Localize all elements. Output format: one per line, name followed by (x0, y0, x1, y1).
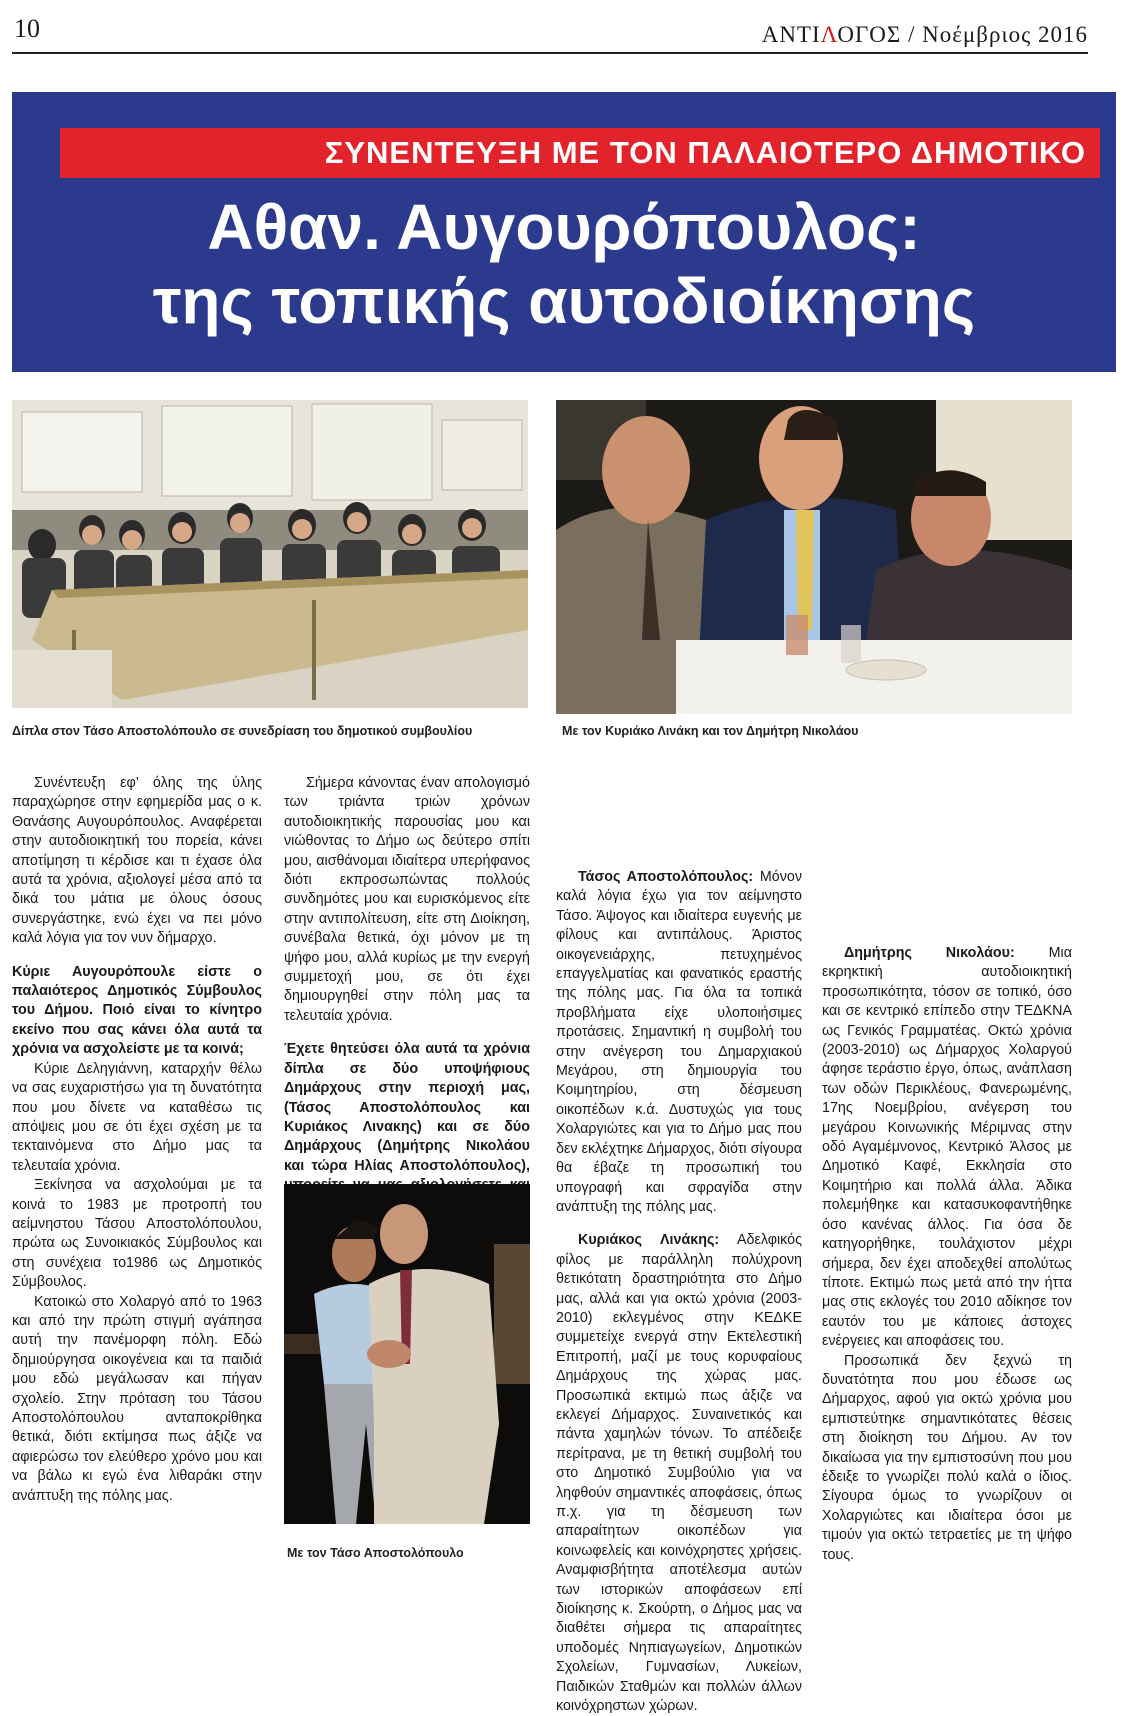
headline-banner (12, 92, 1116, 372)
masthead-part2: Λ (820, 22, 838, 47)
dimitris-name: Δημήτρης Νικολάου: (844, 945, 1015, 961)
masthead-part3: ΟΓΟΣ / Νοέμβριος 2016 (837, 22, 1088, 47)
tasos-name: Τάσος Αποστολόπουλος: (578, 869, 754, 885)
kyriakos-name: Κυριάκος Λινάκης: (578, 1232, 720, 1249)
page-number: 10 (14, 14, 40, 43)
photo-dinner-three-men (556, 400, 1072, 714)
answer-1-paragraph-4: Σήμερα κάνοντας έναν απολογισμό των τριάντα τριών χρόνων αυτοδιοικητικής παρουσίας μου και νιώθοντας το Δήμο ως δεύτερο σπίτι μου, αισθάνομαι ιδιαίτερα υπερήφανος διότι εκπροσωπώντας πολλούς συνδημότες μου και ευρισκόμενος είτε στην αντιπολίτευση, είτε στη Διοίκηση, συνέβαλα θετικά, όχι μόνον με τη ψήφο μου, αλλά κυρίως με την ενεργή συμμετοχή μου, σε ότι έχει δημιουργηθεί στην πόλη μας τα τελευταία χρόνια. (284, 775, 530, 1024)
answer-1-paragraph-1: Κύριε Δεληγιάννη, καταρχήν θέλω να σας ευχαριστήσω για τη δυνατότητα που μου δίνετε να καταθέσω τις απόψεις μου σε ότι έχει σχέση με τα τεκταινόμενα στο Δήμο μας τα τελευταία χρόνια. (12, 1060, 262, 1174)
answer-1-paragraph-2: Ξεκίνησα να ασχολούμαι με τα κοινά το 1983 με προτροπή του αείμνηστου Τάσου Αποστολόπουλου, πρώτα ως Συνοικιακός Σύμβουλος και στη συνέχεια το1986 ως Δημοτικός Σύμβουλος. (12, 1177, 262, 1291)
dimitris-paragraph-2: Προσωπικά δεν ξεχνώ τη δυνατότητα που μου έδωσε ως Δήμαρχος, αφού για οκτώ χρόνια μου εμπιστεύτηκε σημαντικότατες θέσεις στη διοίκηση του Δήμου. Αν τον δικαίωσα για την εμπιστοσύνη που μου έδειξε το γνωρίζει πολύ καλά ο ίδιος. Σίγουρα όμως το γνωρίζουν οι Χολαργιώτες και ιδιαίτερα όσοι με τιμούν για οκτώ τετραετίες με τη ψήφο τους. (822, 1352, 1072, 1563)
headline (12, 190, 1116, 338)
photo2-caption: Με τον Κυριάκο Λινάκη και τον Δημήτρη Νικολάου (562, 724, 859, 738)
tasos-paragraph (556, 868, 802, 1217)
photo3-caption: Με τον Τάσο Αποστολόπουλο (287, 1546, 464, 1560)
headline-line-2: της τοπικής αυτοδιοίκησης (152, 265, 976, 337)
article-column-2 (284, 774, 530, 1198)
masthead-part1: ΑΝΤΙ (761, 22, 821, 47)
publication-masthead (762, 22, 1088, 48)
kyriakos-paragraph (556, 1231, 802, 1715)
tasos-text: Μόνον καλά λόγια έχω για τον αείμνηστο Τάσο. Άψογος και ιδιαίτερα ευγενής με φίλους και αντιπάλους. Άριστος οικογενειάρχης, πετυχημένος επαγγελματίας και φανατικός εραστής της πόλης μας. Για όλα τα τοπικά προβλήματα είχε υλοποιήσιμες προτάσεις. Σημαντική η συμβολή του στην ανέγερση του Δημαρχιακού Μεγάρου, στη δημιουργία του Κοιμητηρίου, στη δέσμευση οικοπέδων κ.ά. Δυστυχώς για τους Χολαργιώτες και για το Δήμο μας που δεν εκλέχτηκε Δήμαρχος, διότι σίγουρα θα έβαζε τη προσωπική του υπογραφή και σφραγίδα στην ανάπτυξη της πόλης μας. (556, 869, 802, 1215)
question-2: Έχετε θητεύσει όλα αυτά τα χρόνια δίπλα σε δύο υποψήφιους Δημάρχους στην περιοχή μας, (Τάσος Αποστολόπουλος και Κυριάκος Λινακης) και σε δύο Δημάρχους (Δημήτρης Νικολάου και τώρα Ηλίας Αποστολόπουλος), (284, 1041, 530, 1174)
headline-line-1: Αθαν. Αυγουρόπουλος: (207, 191, 921, 263)
kyriakos-text: Αδελφικός φίλος με παράλληλη πολύχρονη θετικότατη δραστηριότητα στο Δήμο μας, αλλά και για οκτώ χρόνια (2003-2010) εκλεγμένος στην ΚΕΔΚΕ συμμετείχε ενεργά στην Εκτελεστική Επιτροπή, μαζί με τους κορυφαίους Δημάρχους της χώρας μας. Προσωπικά εκτιμώ πως άξιζε να εκλεγεί Δήμαρχος. Συναινετικός και πάντα χαμηλών τόνων. Το απέδειξε περίτρανα, με τη θετική συμβολή του στο Δημοτικό Συμβούλιο για να ληφθούν σημαντικές αποφάσεις, όπως π.χ. για τη δέσμευση των απαραίτητων οικοπέδων για κοινωφελείς και κοινόχρηστες χρήσεις. Αναμφισβήτητα αποτέλεσμα αυτών των ιστορικών αποφάσεων επί διοίκησης κ. Σκούρτη, ο Δήμος μας να διαθέτει σήμερα τις απαραίτητες υποδομές Νηπιαγωγείων, Δημοτικών Σχολείων, Γυμνασίων, Λυκείων, Παιδικών Σταθμών και πολλών άλλων κοινόχρηστων χώρων. (556, 1232, 802, 1715)
article-column-1 (12, 774, 262, 1506)
photo-council-meeting (12, 400, 528, 708)
intro-paragraph: Συνέντευξη εφ’ όλης της ύλης παραχώρησε στην εφημερίδα μας ο κ. Θανάσης Αυγουρόπουλος. Αναφέρεται στην αυτοδιοικητική του πορεία, κάνει αποτίμηση τι κέρδισε και τι έχασε όλα αυτά τα χρόνια, αξιολογεί μέσα από τα δικά του μάτια με όλους όσους συνεργάστηκε, ενώ έχει να πει μόνο καλά λόγια για τον νυν δήμαρχο. (12, 775, 262, 947)
dimitris-paragraph (822, 944, 1072, 1352)
header-rule (12, 52, 1088, 54)
dimitris-text: Μια εκρηκτική αυτοδιοικητική προσωπικότητα, τόσον σε τοπικό, όσο και σε κεντρικό επίπεδο στην ΤΕΔΚΝΑ ως Γενικός Γραμματέας. Οκτώ χρόνια (2003-2010) ως Δήμαρχος Χολαργού άφησε τεράστιο έργο, όπως, ανάπλαση των οδών Περικλέους, Φανερωμένης, 17ης Νοεμβρίου, ανέγερση του μεγάρου Κοινωνικής Μέριμνας στην οδό Αγαμέμνονος, Κεντρικό Άλσος με Δημοτικό Καφέ, Εκκλησία στο Κοιμητήριο και πολλά άλλα. Άδικα πολεμήθηκε και κατασυκοφαντήθηκε όσο κανένας άλλος. Για όσα δε κατηγορήθηκε, τουλάχιστον μέχρι σήμερα, δεν έχει αποδεχθεί απολύτως τίποτε. Εκτιμώ πως μετά από την ήττα μας στις εκλογές του 2010 αδίκησε τον εαυτόν του με κάποιες άστοχες ενέργειες και αποφάσεις του. (822, 945, 1072, 1350)
photo-with-tasos (284, 1184, 530, 1524)
article-column-4 (822, 774, 1072, 1565)
interview-kicker: ΣΥΝΕΝΤΕΥΞΗ ΜΕ ΤΟΝ ΠΑΛΑΙΟΤΕΡΟ ΔΗΜΟΤΙΚΟ (60, 128, 1100, 178)
answer-1-paragraph-3: Κατοικώ στο Χολαργό από το 1963 και από την πρώτη στιγμή αγάπησα αυτή την πανέμορφη πόλη. Εδώ δημιούργησα οικογένεια και τα παιδιά μου εδώ μεγάλωσαν και πήγαν σχολείο. Στην πρόταση του Τάσου Αποστολόπουλου ανταποκρίθηκα θετικά, διότι εκτίμησα πως άξιζε να αφιερώσω τον ελεύθερο χρόνο μου και να βάλω κι εγώ ένα λιθαράκι στην ανάπτυξη της πόλης μας. (12, 1293, 262, 1504)
question-1: Κύριε Αυγουρόπουλε είστε ο παλαιότερος Δημοτικός Σύμβουλος του Δήμου. Ποιό είναι το κίνητρο εκείνο που σας κάνει όλα αυτά τα χρόνια να ασχολείστε με τα κοινά; (12, 963, 262, 1058)
photo1-caption: Δίπλα στον Τάσο Αποστολόπουλο σε συνεδρίαση του δημοτικού συμβουλίου (12, 724, 473, 738)
article-column-3 (556, 774, 802, 1715)
